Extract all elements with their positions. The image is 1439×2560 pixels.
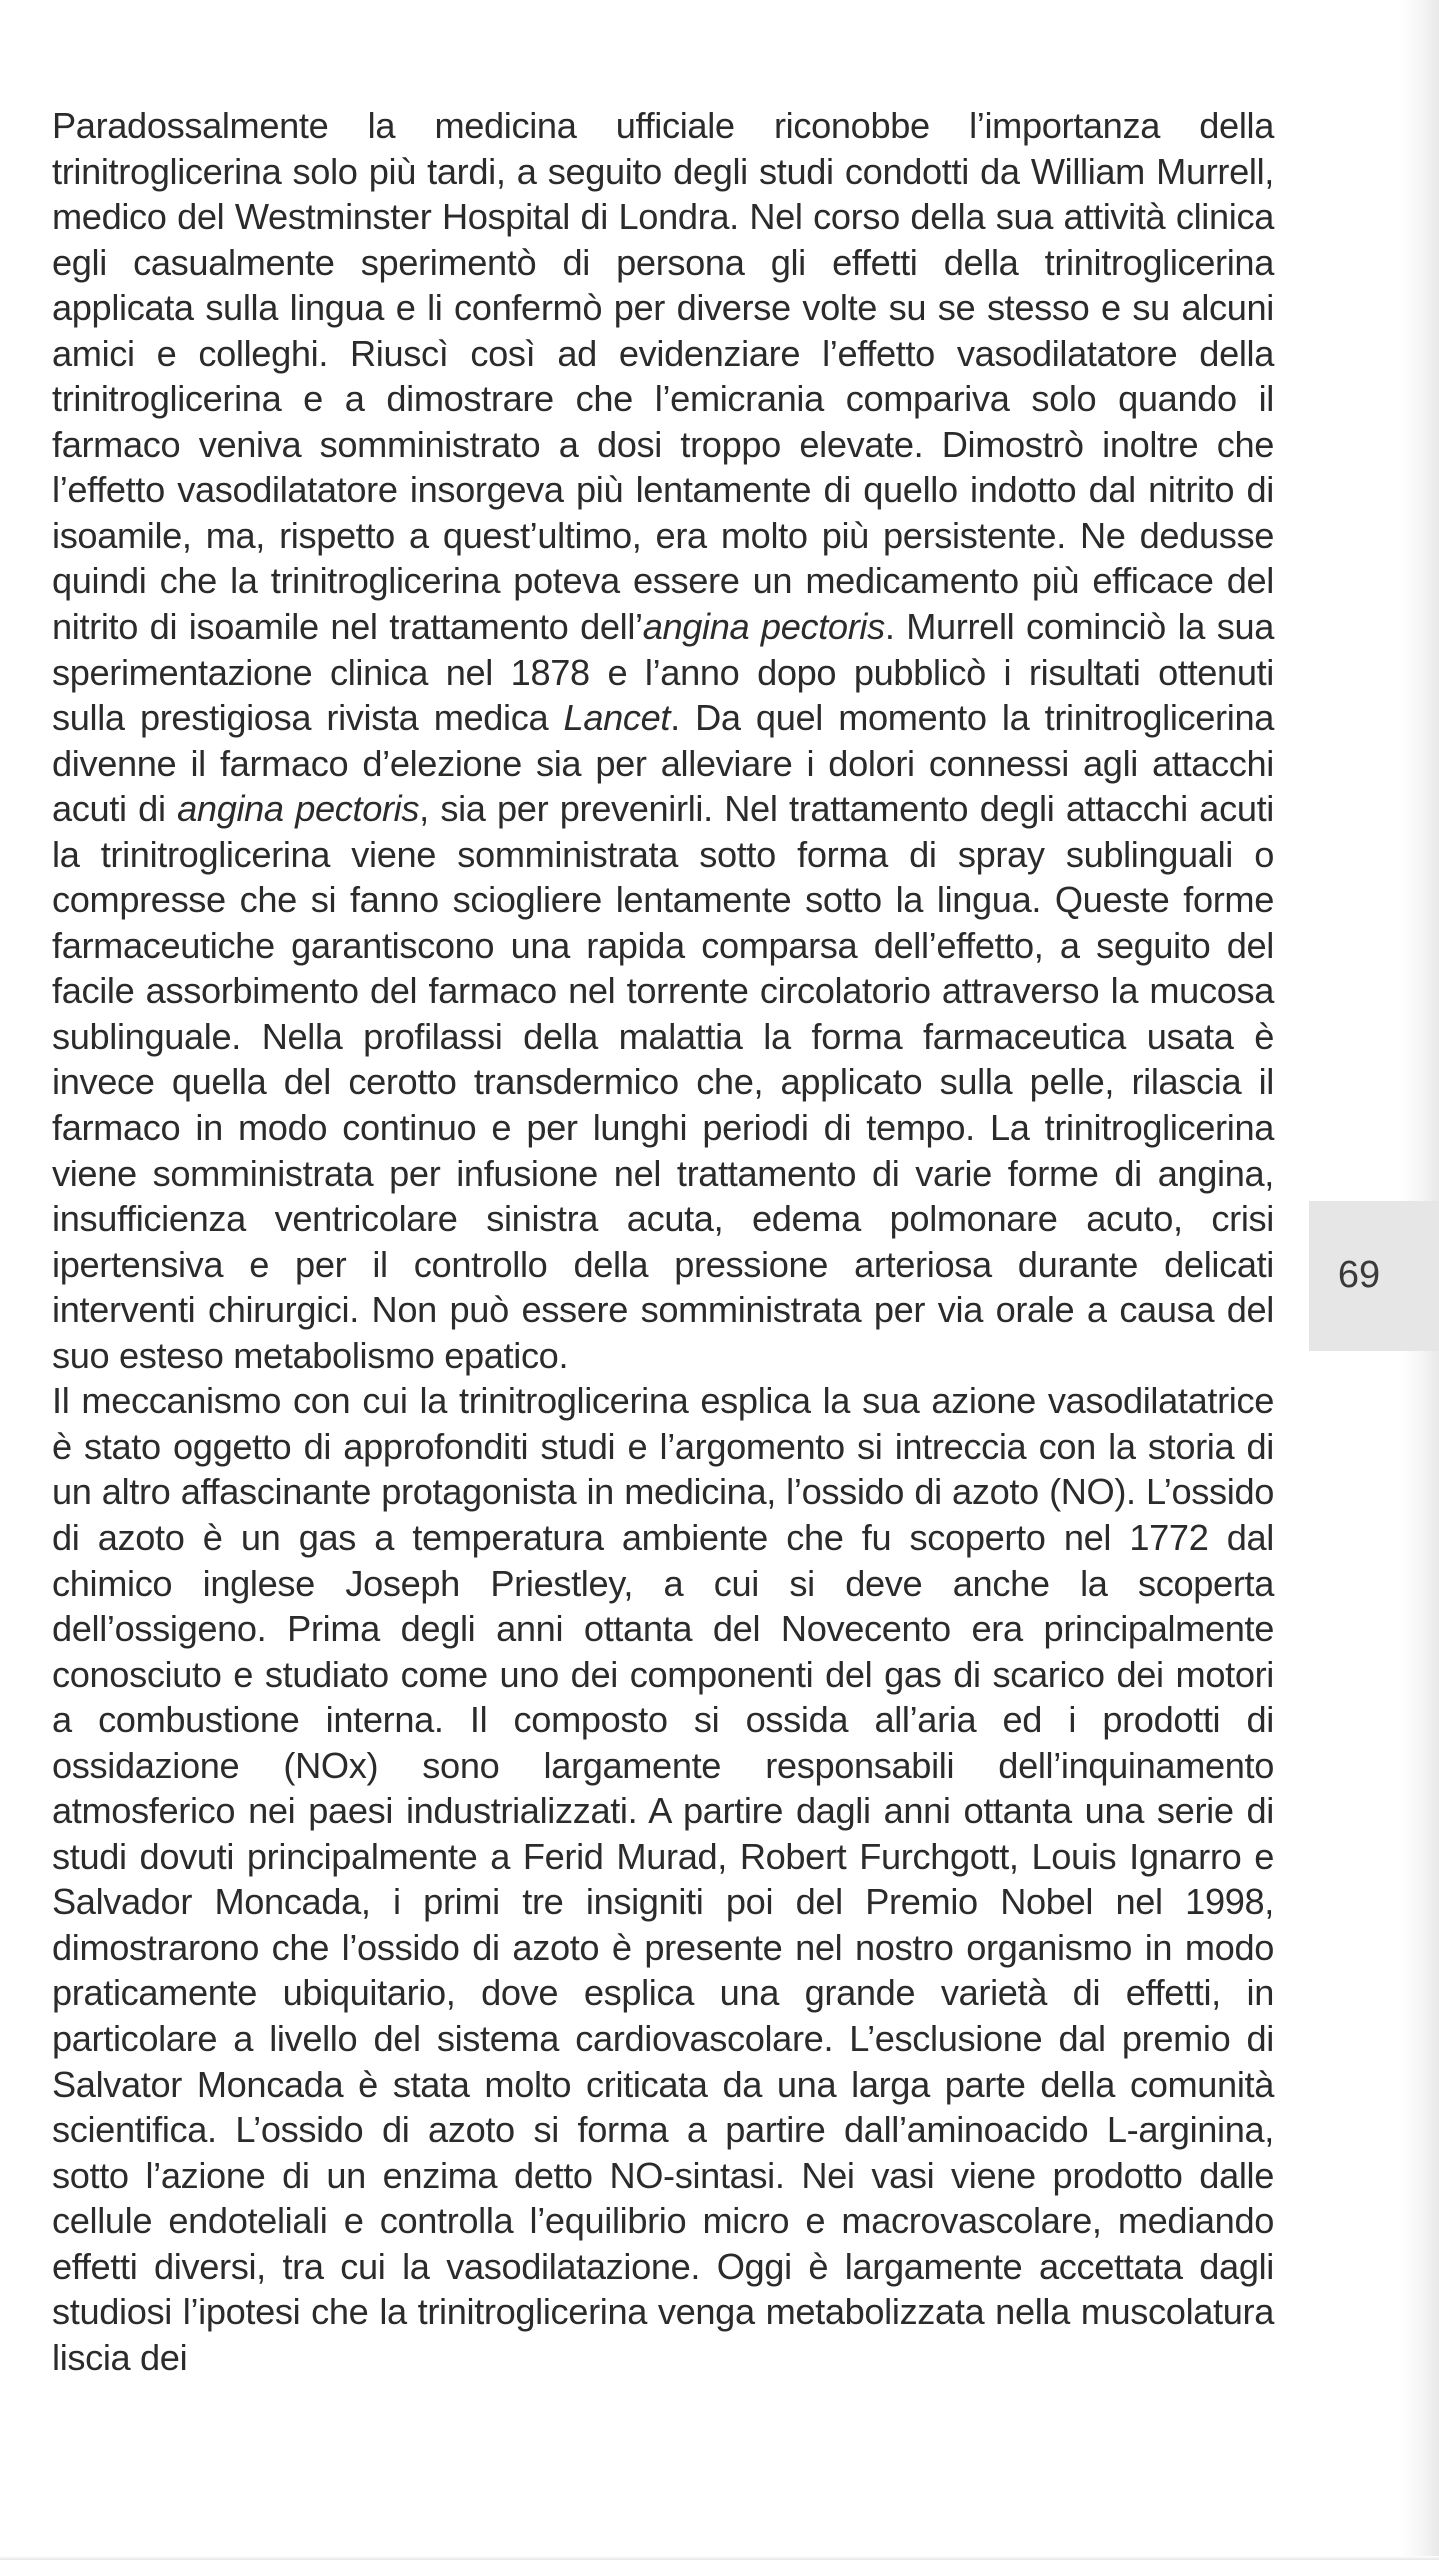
paragraph-trinitroglycerin-history: [52, 103, 1274, 1378]
page-bottom-edge: [0, 2556, 1439, 2560]
paragraph1-text-1: Paradossalmente la medicina ufficiale riconobbe l’importanza della trinitroglicerina solo più tardi, a seguito degli studi condotti da William Murrell, medico del Westminster Hospital di Londra. Nel corso della sua attività clinica egli casualmente sperimentò di persona gli effetti della trinitroglicerina applicata sulla lingua e li confermò per diverse volte su se stesso e su alcuni amici e colleghi. Riuscì così ad evidenziare l’effetto vasodilatatore della trinitroglicerina e a dimostrare che l’emicrania compariva solo quando il farmaco veniva somministrato a dosi troppo elevate. Dimostrò inoltre che l’effetto vasodilatatore insorgeva più lentamente di quello indotto dal nitrito di isoamile, ma, rispetto a quest’ultimo, era molto più persistente. Ne dedusse quindi che la trinitroglicerina poteva essere un medicamento più efficace del nitrito di isoamile nel trattamento dell’: [52, 105, 1274, 648]
paragraph1-text-3: . Da quel momento la trinitroglicerina divenne il farmaco d’elezione sia per alleviare i dolori connessi agli attacchi acuti di: [52, 697, 1274, 830]
paragraph1-italic-1: angina pectoris: [642, 606, 885, 648]
paragraph1-text-4: , sia per prevenirli. Nel trattamento degli attacchi acuti la trinitroglicerina viene somministrata sotto forma di spray sublinguali o compresse che si fanno sciogliere lentamente sotto la lingua. Queste forme farmaceutiche garantiscono una rapida comparsa dell’effetto, a seguito del facile assorbimento del farmaco nel torrente circolatorio attraverso la mucosa sublinguale. Nella profilassi della malattia la forma farmaceutica usata è invece quella del cerotto transdermico che, applicato sulla pelle, rilascia il farmaco in modo continuo e per lunghi periodi di tempo. La trinitroglicerina viene somministrata per infusione nel trattamento di varie forme di angina, insufficienza ventricolare sinistra acuta, edema polmonare acuto, crisi ipertensiva e per il controllo della pressione arteriosa durante delicati interventi chirurgici. Non può essere somministrata per via orale a causa del suo esteso metabolismo epatico.: [52, 788, 1274, 1376]
paragraph-nitric-oxide: Il meccanismo con cui la trinitroglicerina esplica la sua azione vasodilatatrice è stato oggetto di approfonditi studi e l’argomento si intreccia con la storia di un altro affascinante protagonista in medicina, l’ossido di azoto (NO). L’ossido di azoto è un gas a temperatura ambiente che fu scoperto nel 1772 dal chimico inglese Joseph Priestley, a cui si deve anche la scoperta dell’ossigeno. Prima degli anni ottanta del Novecento era principalmente conosciuto e studiato come uno dei componenti del gas di scarico dei motori a combustione interna. Il composto si ossida all’aria ed i prodotti di ossidazione (NOx) sono largamente responsabili dell’inquinamento atmosferico nei paesi industrializzati. A partire dagli anni ottanta una serie di studi dovuti principalmente a Ferid Murad, Robert Furchgott, Louis Ignarro e Salvador Moncada, i primi tre insigniti poi del Premio Nobel nel 1998, dimostrarono che l’ossido di azoto è presente nel nostro organismo in modo praticamente ubiquitario, dove esplica una grande varietà di effetti, in particolare a livello del sistema cardiovascolare. L’esclusione dal premio di Salvator Moncada è stata molto criticata da una larga parte della comunità scientifica. L’ossido di azoto si forma a partire dall’aminoacido L-arginina, sotto l’azione di un enzima detto NO-sintasi. Nei vasi viene prodotto dalle cellule endoteliali e controlla l’equilibrio micro e macrovascolare, mediando effetti diversi, tra cui la vasodilatazione. Oggi è largamente accettata dagli studiosi l’ipotesi che la trinitroglicerina venga metabolizzata nella muscolatura liscia dei: [52, 1380, 1274, 2378]
body-text: [52, 103, 1274, 2380]
paragraph1-italic-3: angina pectoris: [177, 788, 420, 830]
paragraph1-text-2: . Murrell cominciò la sua sperimentazione clinica nel 1878 e l’anno dopo pubblicò i risultati ottenuti sulla prestigiosa rivista medica: [52, 606, 1274, 739]
page-number-tab: [1309, 1201, 1439, 1351]
paragraph1-italic-2: Lancet: [563, 697, 671, 739]
page-number: 69: [1337, 1254, 1381, 1296]
